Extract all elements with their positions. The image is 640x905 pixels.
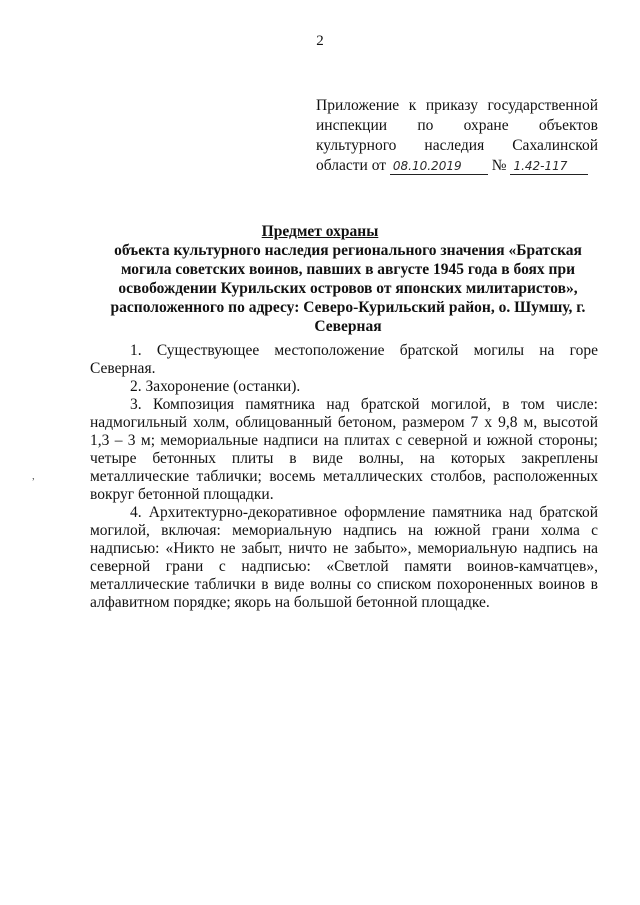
number-sign: № [491, 157, 507, 174]
document-subtitle [98, 241, 598, 336]
document-title: Предмет охраны [261, 223, 379, 240]
subtitle-line: объекта культурного наследия регионального значения «Братская [114, 242, 582, 259]
handwritten-date: 08.10.2019 [390, 159, 488, 175]
appendix-date-line [316, 156, 598, 176]
handwritten-number: 1.42-117 [510, 159, 588, 175]
protection-item-2: 2. Захоронение (останки). [130, 378, 301, 395]
appendix-line: культурного наследия Сахалинской [316, 137, 598, 154]
subtitle-line: освобождении Курильских островов от японских милитаристов», [118, 280, 578, 297]
page-number: 2 [316, 33, 324, 49]
margin-mark: , [32, 470, 35, 482]
protection-item-4: 4. Архитектурно-декоративное оформление памятника над братской могилой, включая: мемориальную надпись на южной грани холма с надписью: «Никто не забыт, ничто не забыто», мемориальную надпись на северной грани с надписью: «Светлой памяти воинов-камчатцев», металлические таблички в виде волны со списком похороненных воинов в алфавитном порядке; якорь на большой бетонной площадке. [90, 504, 598, 611]
appendix-line: Приложение к приказу государственной [316, 97, 598, 114]
protection-item-3: 3. Композиция памятника над братской могилой, в том числе: надмогильный холм, облицованный бетоном, размером 7 х 9,8 м, высотой 1,3 – 3 м; мемориальные надписи на плитах с северной и южной стороны; четыре бетонных плиты в виде волны, на которых закреплены металлические таблички; восемь металлических столбов, расположенных вокруг бетонной площадки. [90, 396, 598, 503]
appendix-line: инспекции по охране объектов [316, 117, 598, 134]
subtitle-line: расположенного по адресу: Северо-Курильский район, о. Шумшу, г. [110, 299, 586, 316]
subtitle-line: могила советских воинов, павших в августе 1945 года в боях при [120, 261, 576, 278]
protection-item-1: 1. Существующее местоположение братской могилы на горе Северная. [90, 342, 598, 377]
appendix-date-prefix: области от [316, 157, 387, 174]
subtitle-line: Северная [314, 318, 382, 335]
appendix-block [316, 96, 598, 176]
protection-items [90, 342, 598, 612]
